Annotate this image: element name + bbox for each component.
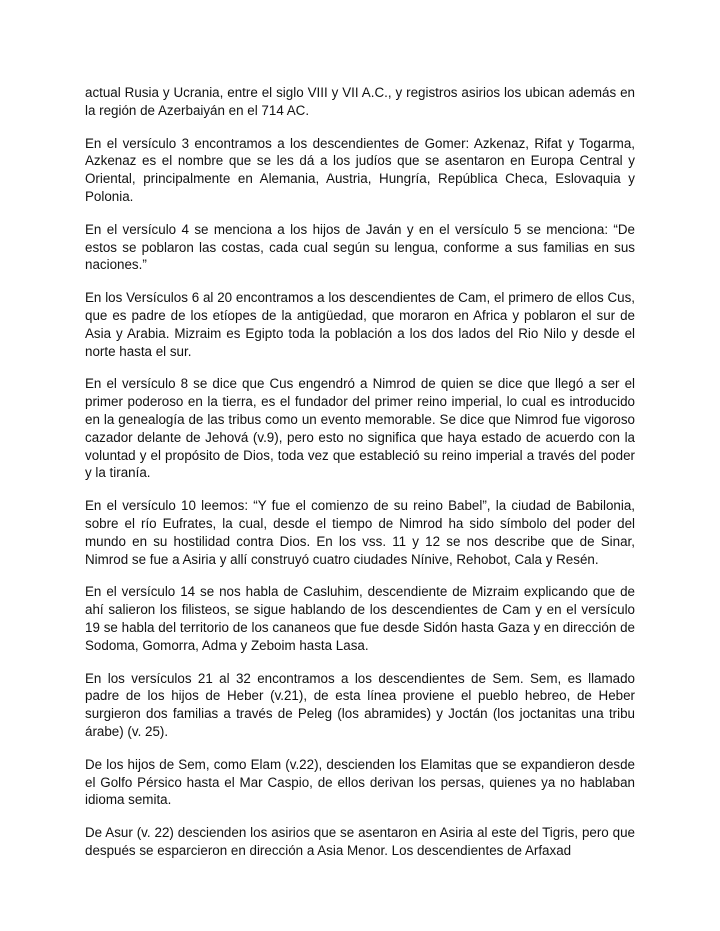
paragraph-10: De Asur (v. 22) descienden los asirios que se asentaron en Asiria al este del Tigris, pero que después se esparcieron en dirección a Asia Menor. Los descendientes de Arfaxad — [85, 825, 635, 858]
paragraph-3: En el versículo 4 se menciona a los hijos de Javán y en el versículo 5 se menciona: “De estos se poblaron las costas, cada cual según su lengua, conforme a sus familias en sus naciones.” — [85, 221, 635, 273]
paragraph-7: En el versículo 14 se nos habla de Casluhim, descendiente de Mizraim explicando que de ahí salieron los filisteos, se sigue hablando de los descendientes de Cam y en el versículo 19 se habla del territorio de los cananeos que fue desde Sidón hasta Gaza y en dirección de Sodoma, Gomorra, Adma y Zeboim hasta Lasa. — [85, 584, 635, 653]
paragraph-9: De los hijos de Sem, como Elam (v.22), descienden los Elamitas que se expandieron desde el Golfo Pérsico hasta el Mar Caspio, de ellos derivan los persas, quienes ya no hablaban idioma semita. — [85, 756, 635, 808]
paragraph-8: En los versículos 21 al 32 encontramos a los descendientes de Sem. Sem, es llamado padre de los hijos de Heber (v.21), de esta línea proviene el pueblo hebreo, de Heber surgieron dos familias a través de Peleg (los abramides) y Joctán (los joctanitas una tribu árabe) (v. 25). — [85, 670, 635, 739]
paragraph-5: En el versículo 8 se dice que Cus engendró a Nimrod de quien se dice que llegó a ser el primer poderoso en la tierra, es el fundador del primer reino imperial, lo cual es introducido en la genealogía de las tribus como un evento memorable. Se dice que Nimrod fue vigoroso cazador delante de Jehová (v.9), pero esto no significa que haya estado de acuerdo con la voluntad y el propósito de Dios, toda vez que estableció su reino imperial a través del poder y la tiranía. — [85, 376, 635, 481]
paragraph-2: En el versículo 3 encontramos a los descendientes de Gomer: Azkenaz, Rifat y Togarma, Azkenaz es el nombre que se les dá a los judíos que se asentaron en Europa Central y Oriental, principalmente en Alemania, Austria, Hungría, República Checa, Eslovaquia y Polonia. — [85, 135, 635, 204]
body-text — [85, 84, 635, 875]
paragraph-4: En los Versículos 6 al 20 encontramos a los descendientes de Cam, el primero de ellos Cus, que es padre de los etíopes de la antigüedad, que moraron en Africa y poblaron el sur de Asia y Arabia. Mizraim es Egipto toda la población a los dos lados del Rio Nilo y desde el norte hasta el sur. — [85, 290, 635, 359]
paragraph-1: actual Rusia y Ucrania, entre el siglo VIII y VII A.C., y registros asirios los ubican además en la región de Azerbaiyán en el 714 AC. — [85, 85, 635, 118]
paragraph-6: En el versículo 10 leemos: “Y fue el comienzo de su reino Babel”, la ciudad de Babilonia, sobre el río Eufrates, la cual, desde el tiempo de Nimrod ha sido símbolo del poder del mundo en su hostilidad contra Dios. En los vss. 11 y 12 se nos describe que de Sinar, Nimrod se fue a Asiria y allí construyó cuatro ciudades Nínive, Rehobot, Cala y Resén. — [85, 498, 635, 567]
